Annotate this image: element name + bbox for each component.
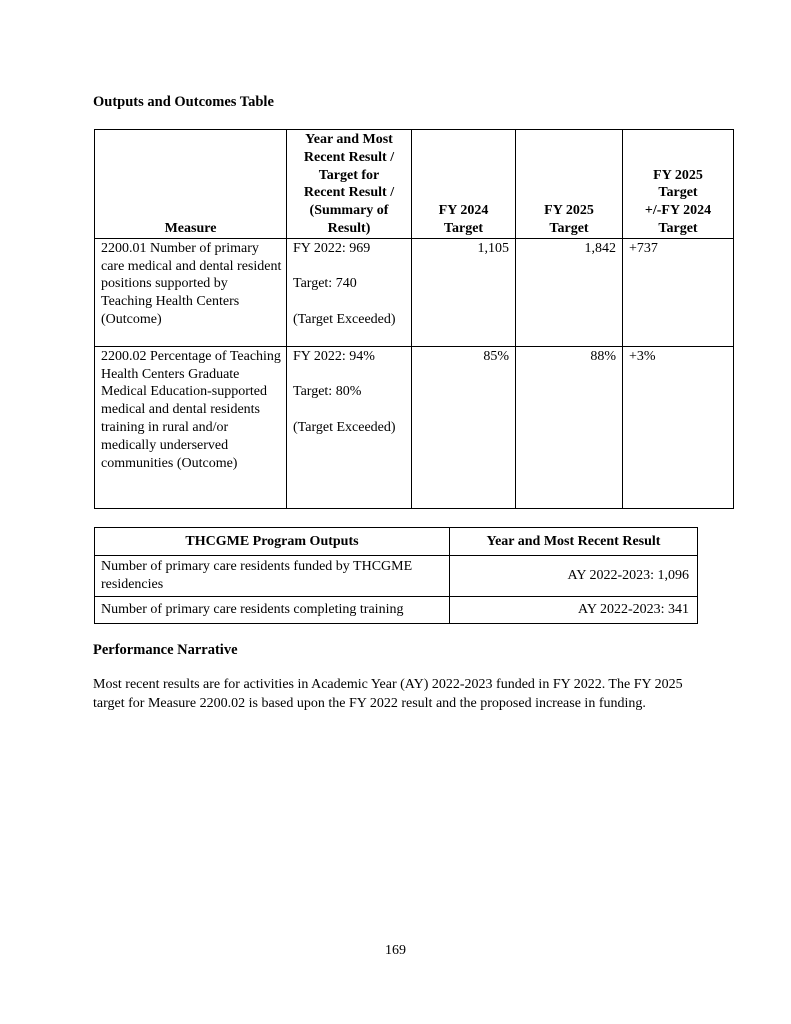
- header-diff-line: Target: [658, 185, 698, 201]
- header-recent-line: (Summary of: [309, 203, 389, 219]
- performance-narrative-title: Performance Narrative: [93, 642, 238, 658]
- measure-cell: 2200.01 Number of primary care medical and dental resident positions supported by Teaching Health Centers (Outcome): [95, 238, 287, 346]
- program-outputs-table: [94, 527, 698, 624]
- table-header-row: [95, 130, 734, 239]
- header-diff-line: Target: [658, 220, 698, 236]
- header-fy2024-line: Target: [443, 220, 484, 236]
- header-diff-line: FY 2025: [653, 167, 703, 183]
- header-diff-line: +/-FY 2024: [644, 203, 712, 219]
- header-recent-line: Year and Most: [305, 132, 393, 147]
- header-recent-line: Recent Result /: [303, 185, 395, 201]
- header-program-outputs: THCGME Program Outputs: [95, 528, 450, 556]
- output-cell: Number of primary care residents funded by THCGME residencies: [95, 556, 450, 597]
- recent-summary-value: (Target Exceeded): [293, 311, 396, 327]
- table-row: [95, 346, 734, 508]
- recent-target-value: Target: 740: [293, 276, 357, 292]
- header-fy2024-target: [412, 130, 516, 239]
- header-fy2025-line: FY 2025: [544, 203, 594, 219]
- recent-result-cell: [287, 238, 412, 346]
- fy2025-target-cell: 88%: [516, 346, 623, 508]
- header-fy2025-line: Target: [549, 220, 589, 236]
- header-recent-result: [287, 130, 412, 239]
- recent-target-value: Target: 80%: [293, 384, 362, 400]
- diff-cell: +737: [623, 238, 734, 346]
- table-row: [95, 238, 734, 346]
- result-cell: AY 2022-2023: 341: [450, 597, 698, 624]
- recent-result-value: FY 2022: 969: [293, 240, 371, 256]
- diff-cell: +3%: [623, 346, 734, 508]
- measure-cell: 2200.02 Percentage of Teaching Health Centers Graduate Medical Education-supported medical and dental residents training in rural and/or medically underserved communities (Outcome): [95, 346, 287, 508]
- recent-result-cell: [287, 346, 412, 508]
- recent-result-value: FY 2022: 94%: [293, 348, 375, 364]
- fy2024-target-cell: 85%: [412, 346, 516, 508]
- result-cell: AY 2022-2023: 1,096: [450, 556, 698, 597]
- fy2025-target-cell: 1,842: [516, 238, 623, 346]
- output-cell: Number of primary care residents completing training: [95, 597, 450, 624]
- header-recent-line: Result): [327, 220, 371, 236]
- header-fy2025-target: [516, 130, 623, 239]
- header-fy2025-diff: [623, 130, 734, 239]
- table-header-row: [95, 528, 698, 556]
- outputs-table-title: Outputs and Outcomes Table: [93, 94, 274, 110]
- header-recent-line: Target for: [318, 167, 380, 183]
- header-fy2024-line: FY 2024: [438, 203, 489, 219]
- fy2024-target-cell: 1,105: [412, 238, 516, 346]
- header-recent-line: Recent Result /: [303, 149, 395, 165]
- performance-narrative-text: Most recent results are for activities in Academic Year (AY) 2022-2023 funded in FY 2022. The FY 2025 target for Measure 2200.02 is based upon the FY 2022 result and the proposed increase in funding.: [93, 677, 683, 711]
- table-row: [95, 556, 698, 597]
- outputs-outcomes-table: [94, 129, 734, 509]
- header-recent-result: Year and Most Recent Result: [450, 528, 698, 556]
- header-measure: Measure: [95, 130, 287, 239]
- recent-summary-value: (Target Exceeded): [293, 419, 396, 435]
- page-number: 169: [385, 943, 406, 958]
- table-row: [95, 597, 698, 624]
